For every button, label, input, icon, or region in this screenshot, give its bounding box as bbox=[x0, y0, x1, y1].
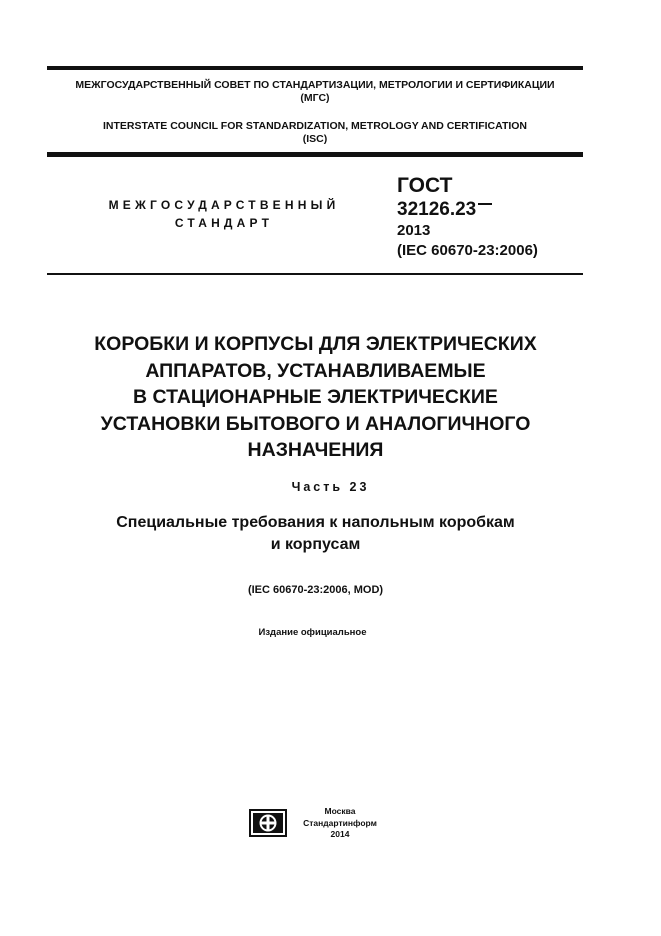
title-line: КОРОБКИ И КОРПУСЫ ДЛЯ ЭЛЕКТРИЧЕСКИХ bbox=[94, 333, 537, 355]
document-title bbox=[40, 331, 591, 464]
council-abbrev-ru: (МГС) bbox=[300, 92, 330, 104]
edition-label: Издание официальное bbox=[258, 627, 367, 638]
council-name-en-line1: INTERSTATE COUNCIL FOR STANDARDIZATION, METROLOGY AND CERTIFICATION bbox=[102, 120, 528, 132]
council-name-ru bbox=[47, 79, 583, 105]
title-line: АППАРАТОВ, УСТАНАВЛИВАЕМЫЕ bbox=[145, 359, 486, 382]
standard-type-line1: МЕЖГОСУДАРСТВЕННЫЙ bbox=[108, 198, 340, 212]
iec-reference: (IEC 60670-23:2006, MOD) bbox=[247, 584, 384, 596]
designation-prefix: ГОСТ bbox=[397, 174, 453, 197]
designation-number-line bbox=[397, 198, 597, 221]
thin-rule bbox=[47, 273, 583, 275]
council-abbrev-en: (ISC) bbox=[302, 133, 328, 145]
publisher-city: Москва bbox=[324, 806, 356, 816]
subtitle-line: и корпусам bbox=[270, 536, 361, 553]
publisher-name: Стандартинформ bbox=[303, 817, 377, 828]
standard-type-line2: СТАНДАРТ bbox=[174, 216, 274, 230]
council-name-ru-line1: МЕЖГОСУДАРСТВЕННЫЙ СОВЕТ ПО СТАНДАРТИЗАЦИИ, МЕТРОЛОГИИ И СЕРТИФИКАЦИИ bbox=[75, 79, 555, 91]
standard-designation bbox=[397, 173, 597, 261]
document-subtitle bbox=[40, 512, 591, 556]
designation-year: 2013 bbox=[397, 222, 431, 239]
top-rule bbox=[47, 66, 583, 70]
standard-type bbox=[90, 196, 358, 232]
designation-iec: (IEC 60670-23:2006) bbox=[397, 242, 538, 259]
council-name-en bbox=[47, 120, 583, 146]
publisher-block bbox=[300, 806, 380, 841]
title-line: НАЗНАЧЕНИЯ bbox=[247, 439, 384, 461]
designation-dash bbox=[478, 203, 492, 205]
title-line: В СТАЦИОНАРНЫЕ ЭЛЕКТРИЧЕСКИЕ bbox=[133, 386, 498, 408]
publisher-year: 2014 bbox=[330, 829, 350, 839]
designation-number: 32126.23 bbox=[397, 199, 477, 220]
title-line: УСТАНОВКИ БЫТОВОГО И АНАЛОГИЧНОГО bbox=[100, 412, 531, 435]
middle-rule bbox=[47, 152, 583, 157]
part-label: Часть 23 bbox=[291, 480, 370, 494]
subtitle-line: Специальные требования к напольным коробкам bbox=[116, 514, 515, 531]
standartinform-logo-icon bbox=[249, 809, 287, 837]
